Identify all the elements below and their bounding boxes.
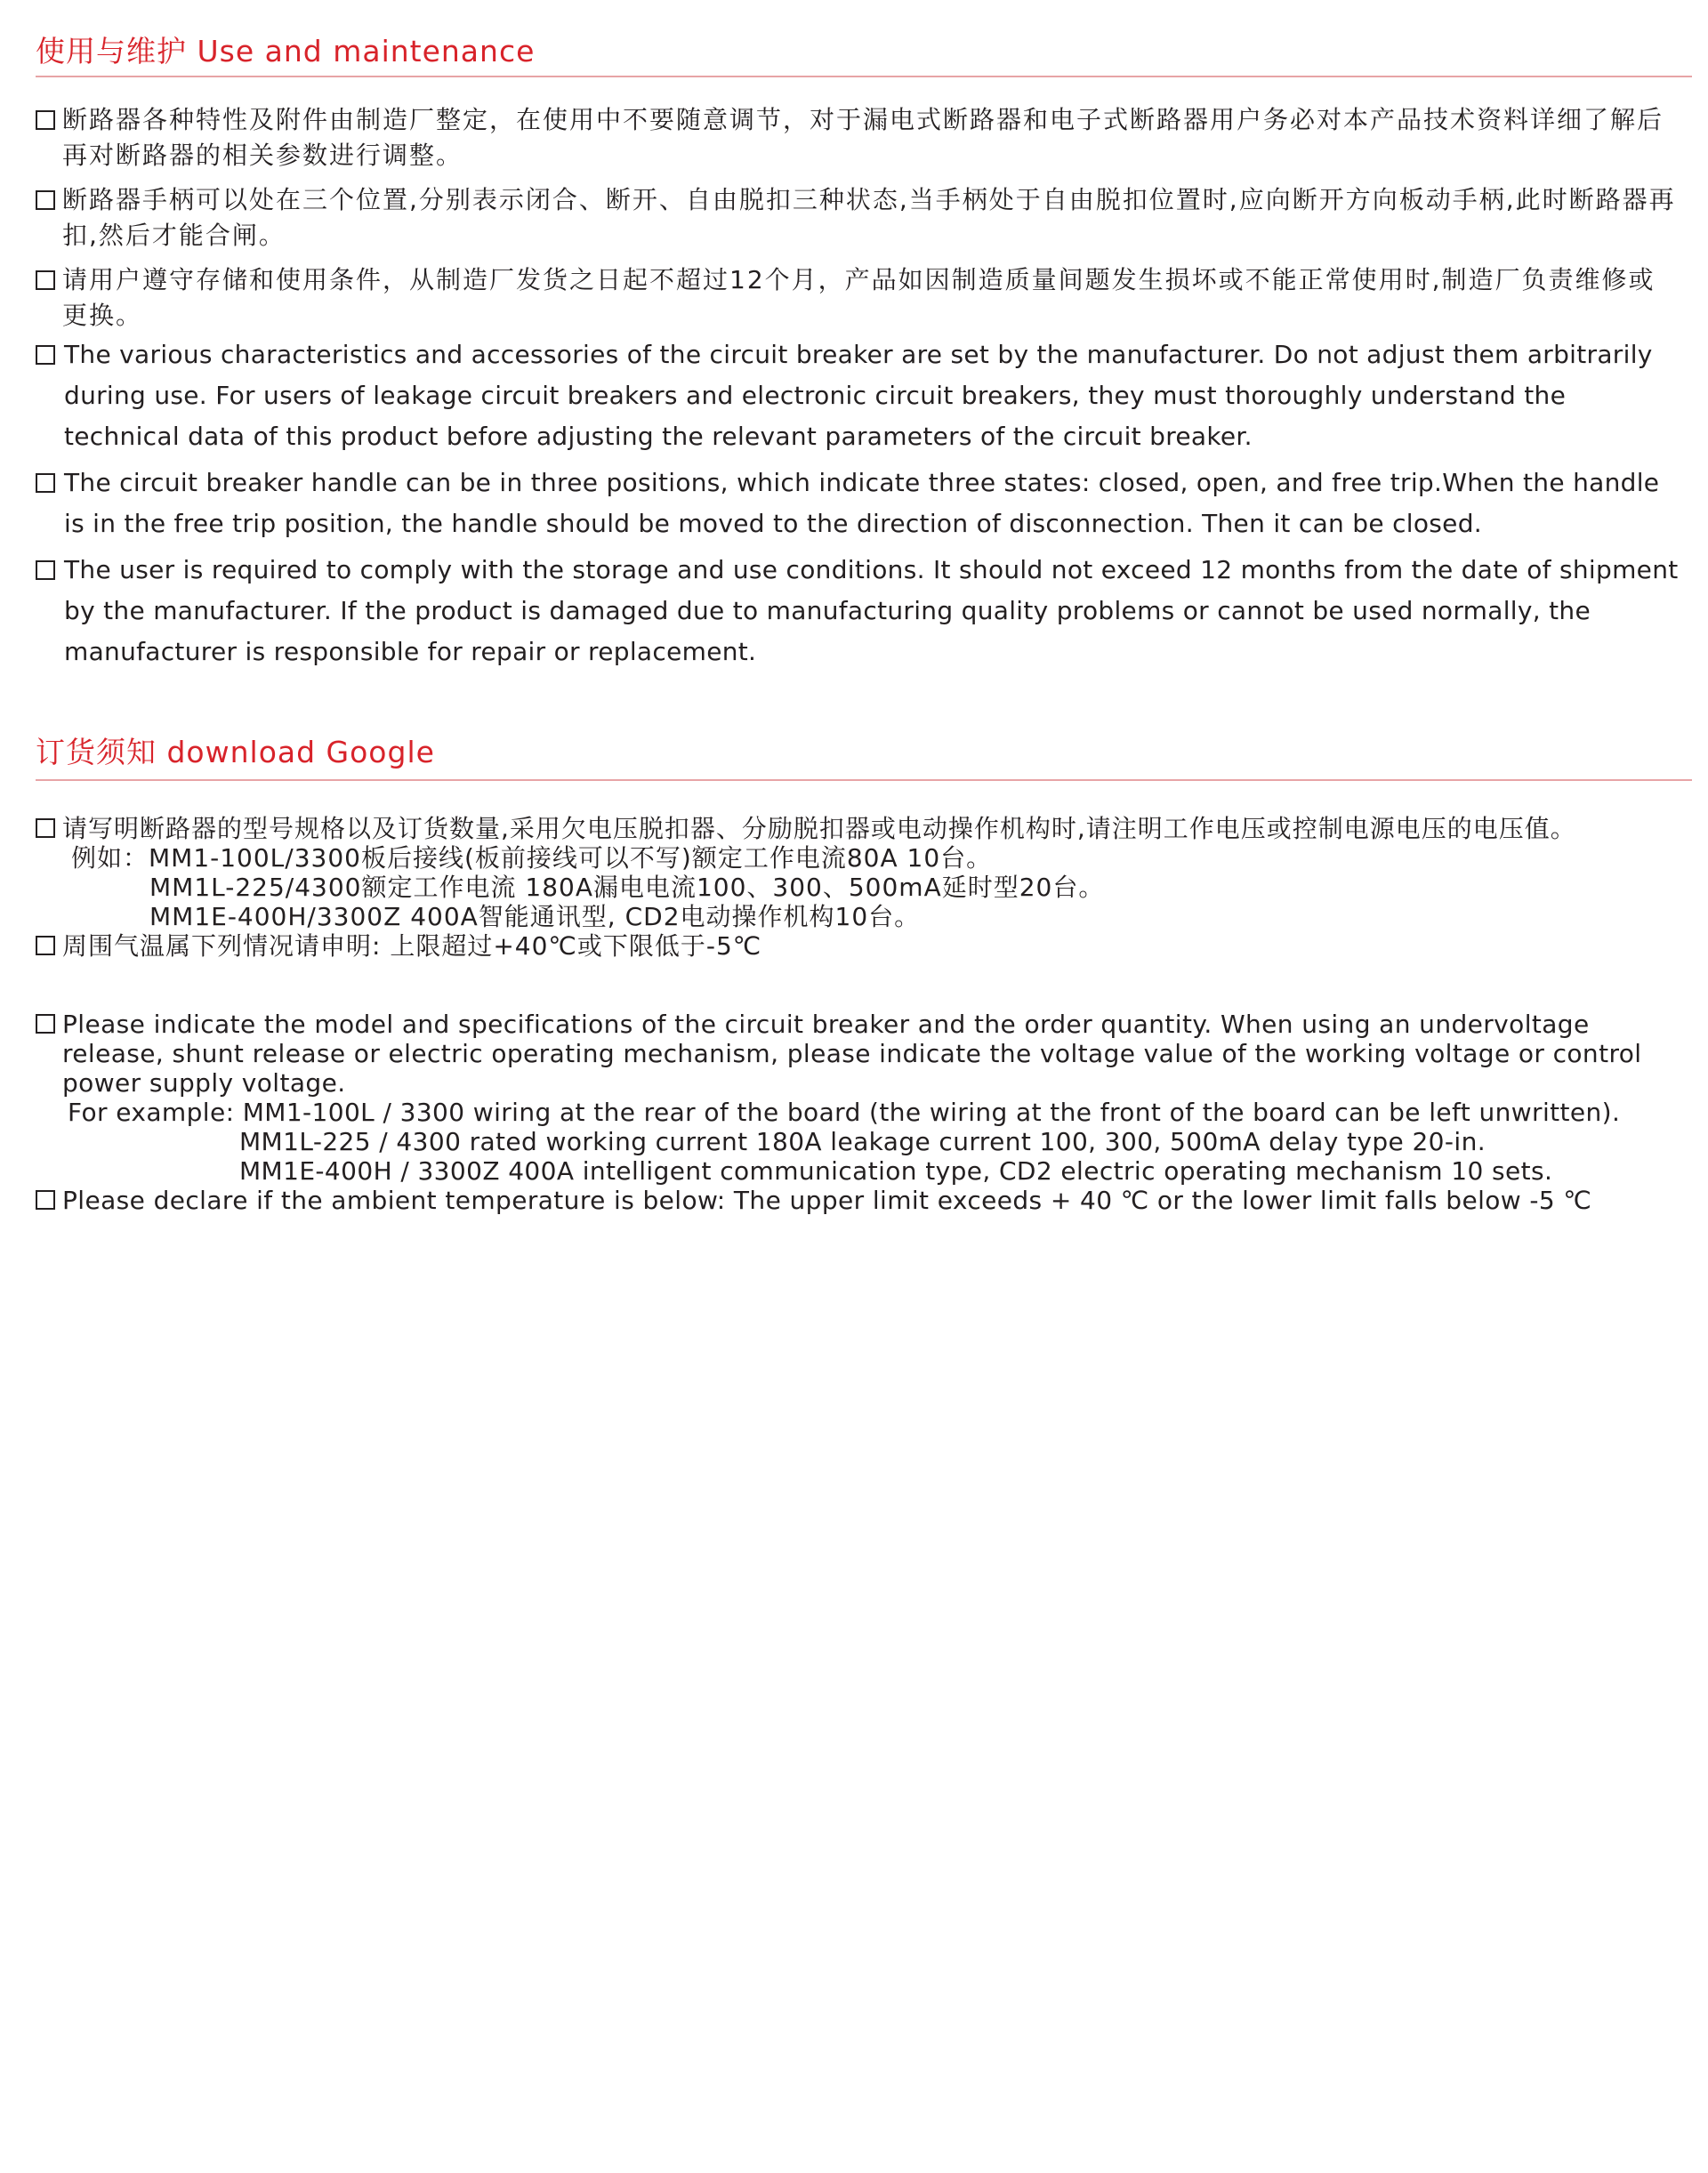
section-divider: [36, 76, 1692, 77]
list-item: The circuit breaker handle can be in three positions, which indicate three states: closed, open, and free trip.When the handle is in the free trip position, the handle should be moved to the direction of disconnection. Then it can be closed.: [36, 463, 1681, 544]
list-item: 请用户遵守存储和使用条件，从制造厂发货之日起不超过12个月，产品如因制造质量间题发生损坏或不能正常使用时,制造厂负责维修或更换。: [36, 262, 1681, 334]
list-item: 请写明断路器的型号规格以及订货数量,采用欠电压脱扣器、分励脱扣器或电动操作机构时,请注明工作电压或控制电源电压的电压值。: [36, 814, 1681, 843]
list-item: The user is required to comply with the storage and use conditions. It should not exceed 12 months from the date of shipment by the manufacturer. If the product is damaged due to manufacturing quality problems or cannot be used normally, the manufacturer is responsible for repair or replacement.: [36, 550, 1681, 672]
en-maintenance-list: [36, 334, 1681, 678]
list-item: 周围气温属下列情况请申明: 上限超过+40℃或下限低于-5℃: [36, 931, 1681, 961]
section-divider: [36, 779, 1692, 781]
en-ordering-list: [36, 1010, 1681, 1215]
checkbox-square-icon: [36, 936, 55, 955]
checkbox-square-icon: [36, 110, 55, 130]
list-item: 断路器各种特性及附件由制造厂整定，在使用中不要随意调节，对于漏电式断路器和电子式断路器用户务必对本产品技术资料详细了解后再对断路器的相关参数进行调整。: [36, 102, 1681, 173]
list-item: The various characteristics and accessories of the circuit breaker are set by the manufacturer. Do not adjust them arbitrarily during use. For users of leakage circuit breakers and electronic circuit breakers, they must thoroughly understand the technical data of this product before adjusting the relevant parameters of the circuit breaker.: [36, 334, 1681, 457]
checkbox-square-icon: [36, 1014, 55, 1034]
checkbox-square-icon: [36, 1190, 55, 1210]
checkbox-square-icon: [36, 818, 55, 838]
example-line: 例如：MM1-100L/3300板后接线(板前接线可以不写)额定工作电流80A 10台。: [71, 843, 993, 873]
example-line: For example: MM1-100L / 3300 wiring at the rear of the board (the wiring at the front of the board can be left unwritten).: [68, 1098, 1621, 1127]
list-item: 断路器手柄可以处在三个位置,分别表示闭合、断开、自由脱扣三种状态,当手柄处于自由脱扣位置时,应向断开方向板动手柄,此时断路器再扣,然后才能合闸。: [36, 182, 1681, 254]
example-line: MM1L-225 / 4300 rated working current 180A leakage current 100, 300, 500mA delay type 20-in.: [239, 1127, 1486, 1156]
section-title-ordering: 订货须知 download Google: [36, 735, 435, 769]
zh-maintenance-list: [36, 102, 1681, 342]
checkbox-square-icon: [36, 560, 55, 580]
zh-ordering-list: [36, 814, 1681, 961]
checkbox-square-icon: [36, 270, 55, 290]
checkbox-square-icon: [36, 473, 55, 493]
example-line: MM1E-400H / 3300Z 400A intelligent communication type, CD2 electric operating mechanism 10 sets.: [239, 1156, 1553, 1186]
checkbox-square-icon: [36, 345, 55, 365]
example-line: MM1E-400H/3300Z 400A智能通讯型, CD2电动操作机构10台。: [149, 902, 921, 931]
list-item: Please indicate the model and specifications of the circuit breaker and the order quantity. When using an undervoltage release, shunt release or electric operating mechanism, please indicate the voltage value of the working voltage or control power supply voltage.: [36, 1010, 1681, 1098]
checkbox-square-icon: [36, 190, 55, 210]
example-line: MM1L-225/4300额定工作电流 180A漏电电流100、300、500mA延时型20台。: [149, 873, 1105, 902]
list-item: Please declare if the ambient temperature is below: The upper limit exceeds + 40 ℃ or the lower limit falls below -5 ℃: [36, 1186, 1681, 1215]
section-title-use-maintenance: 使用与维护 Use and maintenance: [36, 34, 536, 68]
